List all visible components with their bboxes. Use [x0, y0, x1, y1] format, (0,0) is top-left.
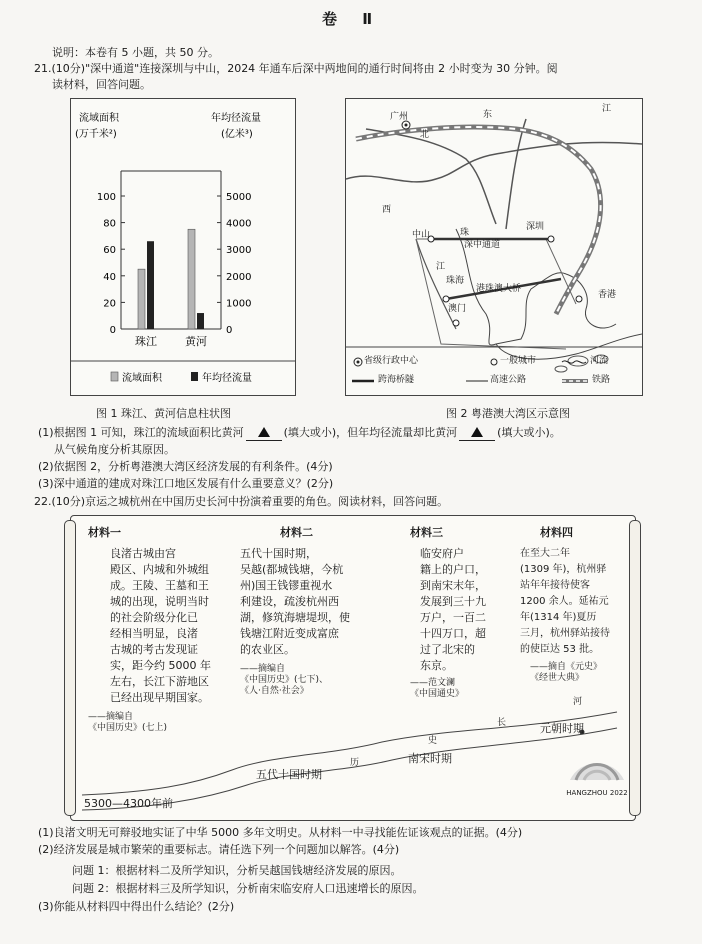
- timeline-label-wudai: 五代十国时期: [256, 768, 322, 781]
- timeline-label-yuan: 元朝时期: [540, 722, 584, 735]
- q21-sub3: (3)深中通道的建成对珠江口地区发展有什么重要意义？(2分): [38, 477, 334, 490]
- material-2: [240, 524, 380, 697]
- q22-sub1: (1)良渚文明无可辩驳地实证了中华 5000 多年文明史。从材料一中寻找能佐证该观点的证据。(4分): [38, 826, 523, 839]
- left-tick-label: 60: [103, 245, 116, 257]
- legend-highway: 高速公路: [490, 375, 527, 385]
- timeline-label-nansong: 南宋时期: [408, 752, 452, 765]
- left-tick-label: 20: [103, 298, 116, 310]
- triangle-marker-icon: [258, 427, 270, 437]
- q21-sub1-text-b: (填大或小)，但年均径流量却比黄河: [283, 426, 458, 439]
- material-2-source: ——摘编自 《中国历史》(七下)、 《人·自然·社会》: [240, 664, 329, 696]
- right-tick-label: 2000: [226, 271, 252, 283]
- figure1-caption: 图 1 珠江、黄河信息柱状图: [96, 407, 231, 420]
- right-axis-unit: (亿米³): [221, 129, 253, 140]
- river-char-3: 长: [497, 718, 507, 728]
- right-tick-label: 0: [226, 325, 233, 336]
- left-tick-label: 100: [96, 192, 116, 203]
- logo-text: HANGZHOU 2022: [566, 789, 628, 797]
- right-tick-label: 5000: [226, 192, 252, 203]
- map-label-shenzhen: 深圳: [526, 222, 545, 232]
- q22-sub2: (2)经济发展是城市繁荣的重要标志。请任选下列一个问题加以解答。(4分): [38, 843, 400, 856]
- legend-swatch-flow: [191, 372, 198, 381]
- section-note: 说明：本卷有 5 小题，共 50 分。: [52, 46, 219, 59]
- map-label-zhongshan: 中山: [412, 230, 431, 240]
- right-tick-label: 4000: [226, 218, 252, 230]
- map-label-shenzhong: 深中通道: [464, 240, 501, 250]
- river-char-4: 河: [573, 697, 583, 707]
- map-label-zhu: 珠: [460, 228, 470, 238]
- q22-problem2: 问题 2：根据材料三及所学知识，分析南宋临安府人口迅速增长的原因。: [72, 882, 424, 895]
- bar-area-1: [188, 229, 195, 329]
- triangle-marker-icon: [471, 427, 483, 437]
- map-label-bei: 北: [420, 130, 430, 140]
- material-4-title: 材料四: [540, 526, 573, 539]
- map-label-jiang: 江: [602, 104, 612, 114]
- map-label-guangzhou: 广州: [390, 112, 409, 122]
- legend-label-area: 流域面积: [122, 373, 162, 384]
- left-tick-label: 40: [103, 271, 116, 283]
- figure1-box: [70, 98, 296, 396]
- river-char-1: 历: [350, 758, 360, 768]
- q22-problem1: 问题 1：根据材料二及所学知识，分析吴越国钱塘经济发展的原因。: [72, 864, 402, 877]
- figure2-caption: 图 2 粤港澳大湾区示意图: [446, 407, 570, 420]
- left-axis-title: 流域面积: [79, 113, 119, 124]
- material-4-text: 在至大二年 (1309 年)，杭州驿 站年年接待使客 1200 余人。延祐元 年(1314 年)夏历 三月，杭州驿站接待 的使臣达 53 批。: [520, 548, 610, 655]
- x-category-label: 黄河: [185, 335, 207, 348]
- right-tick-label: 1000: [226, 298, 252, 310]
- map-label-jiang2: 江: [436, 262, 446, 272]
- left-axis-unit: (万千米²): [75, 129, 117, 140]
- timeline-label-liangzhu: 5300—4300年前: [84, 797, 173, 810]
- material-3-title: 材料三: [410, 526, 443, 539]
- q21-sub2: (2)依据图 2，分析粤港澳大湾区经济发展的有利条件。(4分): [38, 460, 333, 473]
- q22-stem: 22.(10分)京运之城杭州在中国历史长河中扮演着重要的角色。阅读材料，回答问题。: [34, 495, 449, 508]
- map-label-xianggang: 香港: [598, 290, 617, 300]
- q21-sub1-text-a: (1)根据图 1 可知，珠江的流域面积比黄河: [38, 426, 244, 439]
- q21-sub1-continued: 从气候角度分析其原因。: [54, 443, 175, 456]
- material-2-title: 材料二: [280, 526, 313, 539]
- river-char-2: 史: [428, 736, 438, 746]
- bar-flow-1: [197, 313, 204, 329]
- q21-sub1-text-c: (填大或小)。: [497, 426, 561, 439]
- legend-city: 一般城市: [500, 356, 537, 366]
- map-label-xi: 西: [382, 205, 392, 215]
- legend-label-flow: 年均径流量: [202, 373, 252, 384]
- map-label-dong: 东: [483, 110, 493, 120]
- fan-logo-icon: [566, 744, 628, 784]
- q21-stem-line2: 读材料，回答问题。: [52, 78, 151, 91]
- q21-sub1: [38, 426, 561, 441]
- right-tick-label: 3000: [226, 245, 252, 257]
- legend-swatch-area: [111, 372, 118, 381]
- material-1-text: 良渚古城由宫 殿区、内城和外城组 成。王陵、王墓和王 城的出现，说明当时 的社会阶级分化已 经相当明显，良渚 古城的考古发现证 实，距今约 5000 年 左右，长江下游地区 已经出现早期国家。: [110, 547, 211, 704]
- material-1-source: ——摘编自 《中国历史》(七上): [88, 712, 168, 733]
- legend-capital: 省级行政中心: [364, 356, 419, 366]
- material-3: [410, 524, 510, 700]
- x-category-label: 珠江: [135, 335, 157, 348]
- bar-area-0: [138, 269, 145, 329]
- page-title: 卷 Ⅱ: [322, 10, 383, 28]
- map-label-aomen: 澳门: [448, 304, 467, 314]
- material-3-source: ——范文澜 《中国通史》: [410, 678, 465, 699]
- left-tick-label: 80: [103, 218, 116, 230]
- map-label-zhuhai: 珠海: [446, 276, 465, 286]
- q22-sub3: (3)你能从材料四中得出什么结论？(2分): [38, 900, 235, 913]
- answer-blank-1[interactable]: [246, 426, 282, 441]
- figure1-bar-chart: [71, 99, 295, 395]
- material-4-source: ——摘自《元史》 《经世大典》: [530, 662, 603, 683]
- answer-blank-2[interactable]: [459, 426, 495, 441]
- material-1-title: 材料一: [88, 526, 121, 539]
- material-4: [520, 524, 630, 684]
- legend-river: 河流: [590, 356, 609, 366]
- legend-railway: 铁路: [592, 375, 611, 385]
- material-3-text: 临安府户 籍上的户口， 到南宋末年， 发展到三十九 万户，一百二 十四万口，超 过了北宋的 东京。: [420, 547, 486, 672]
- left-tick-label: 0: [109, 325, 116, 336]
- map-label-hzm-bridge: 港珠澳大桥: [476, 284, 522, 294]
- q21-stem-line1: 21.(10分)"深中通道"连接深圳与中山，2024 年通车后深中两地间的通行时间将由 2 小时变为 30 分钟。阅: [34, 62, 558, 75]
- right-axis-title: 年均径流量: [211, 113, 261, 124]
- bar-flow-0: [147, 241, 154, 329]
- material-2-text: 五代十国时期， 吴越(都城钱塘，今杭 州)国王钱镠重视水 利建设，疏浚杭州西 湖，修筑海塘堤坝，使 钱塘江附近变成富庶 的农业区。: [240, 547, 350, 656]
- asian-games-logo: [566, 744, 628, 802]
- legend-bridge: 跨海桥隧: [378, 375, 415, 385]
